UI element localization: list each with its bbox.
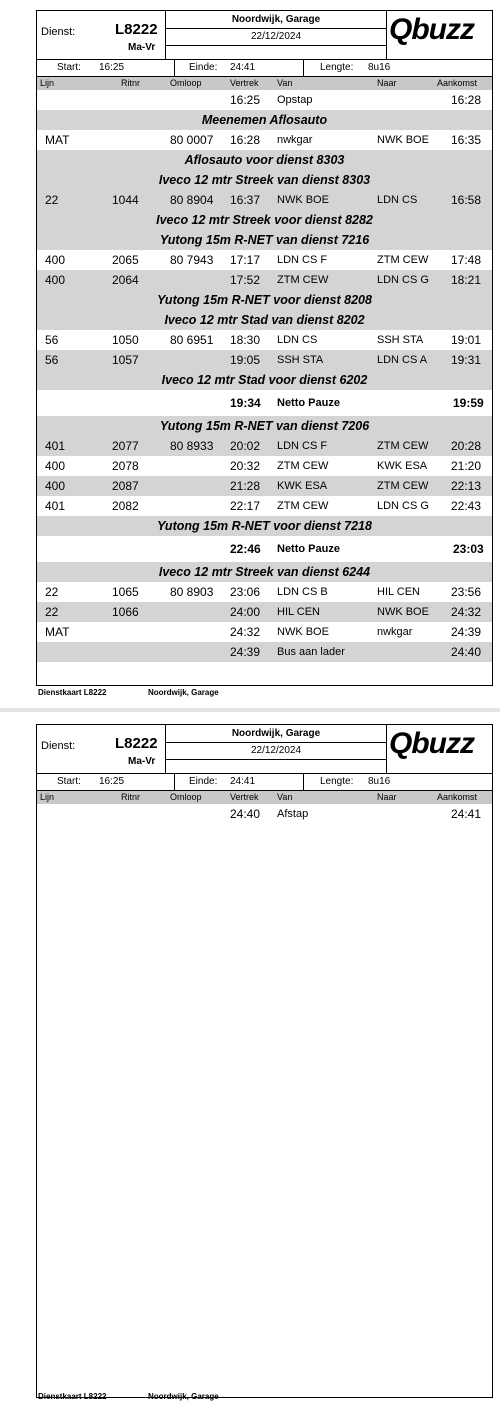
- section-heading: Yutong 15m R-NET voor dienst 7218: [37, 516, 492, 536]
- col-lijn: Lijn: [40, 792, 55, 802]
- cell-aankomst: 21:20: [451, 459, 482, 473]
- cell-lijn: MAT: [45, 625, 70, 639]
- col-omloop: Omloop: [170, 792, 202, 802]
- cell-aankomst: 24:32: [451, 605, 482, 619]
- section-heading: Yutong 15m R-NET voor dienst 8208: [37, 290, 492, 310]
- cell-van: LDN CS F: [277, 254, 328, 266]
- cell-omloop: 80 6951: [170, 333, 214, 347]
- footer-card-id: Dienstkaart L8222: [38, 1392, 107, 1401]
- cell-lijn: 56: [45, 353, 59, 367]
- cell-vertrek: 23:06: [230, 585, 261, 599]
- col-aankomst: Aankomst: [437, 792, 478, 802]
- cell-ritnr: 2077: [112, 439, 139, 453]
- cell-vertrek: 16:28: [230, 133, 261, 147]
- time-divider: [174, 60, 175, 76]
- cell-aankomst: 24:40: [451, 645, 482, 659]
- cell-lijn: MAT: [45, 133, 70, 147]
- cell-vertrek: 16:37: [230, 193, 261, 207]
- cell-ritnr: 1065: [112, 585, 139, 599]
- card-header: [37, 11, 492, 60]
- section-heading: Iveco 12 mtr Stad van dienst 8202: [37, 310, 492, 330]
- col-vertrek: Vertrek: [230, 792, 259, 802]
- cell-vertrek: 24:40: [230, 807, 261, 821]
- table-row: [37, 582, 492, 602]
- cell-van: NWK BOE: [277, 626, 329, 638]
- dienst-number: L8222: [115, 735, 158, 752]
- lengte-value: 8u16: [368, 62, 391, 73]
- cell-lijn: 400: [45, 273, 66, 287]
- table-row: [37, 602, 492, 622]
- col-van: Van: [277, 78, 293, 88]
- cell-van: NWK BOE: [277, 194, 329, 206]
- page-separator: [0, 708, 500, 712]
- cell-lijn: 400: [45, 479, 66, 493]
- cell-omloop: 80 8904: [170, 193, 214, 207]
- cell-naar: KWK ESA: [377, 460, 428, 472]
- time-divider: [303, 60, 304, 76]
- dienstkaart-page-1: [0, 0, 500, 710]
- table-row: [37, 130, 492, 150]
- cell-naar: ZTM CEW: [377, 440, 429, 452]
- lengte-label: Lengte:: [320, 62, 354, 73]
- section-heading: Yutong 15m R-NET van dienst 7206: [37, 416, 492, 436]
- col-ritnr: Ritnr: [121, 792, 141, 802]
- header-divider: [386, 725, 387, 773]
- date: 22/12/2024: [166, 29, 386, 46]
- table-row: [37, 270, 492, 290]
- date: 22/12/2024: [166, 743, 386, 760]
- section-heading: Iveco 12 mtr Streek voor dienst 8282: [37, 210, 492, 230]
- section-heading: Yutong 15m R-NET van dienst 7216: [37, 230, 492, 250]
- cell-van: Bus aan lader: [277, 646, 345, 658]
- cell-vertrek: 20:02: [230, 439, 261, 453]
- cell-ritnr: 1044: [112, 193, 139, 207]
- cell-omloop: 80 7943: [170, 253, 214, 267]
- pause-row: [37, 390, 492, 416]
- col-aankomst: Aankomst: [437, 78, 478, 88]
- cell-ritnr: 2087: [112, 479, 139, 493]
- lengte-label: Lengte:: [320, 776, 354, 787]
- time-divider: [174, 774, 175, 790]
- cell-vertrek: 20:32: [230, 459, 261, 473]
- cell-aankomst: 17:48: [451, 253, 482, 267]
- table-row: [37, 90, 492, 110]
- section-heading: Iveco 12 mtr Stad voor dienst 6202: [37, 370, 492, 390]
- cell-van: LDN CS B: [277, 586, 328, 598]
- table-row: [37, 330, 492, 350]
- cell-van: Opstap: [277, 94, 313, 106]
- start-time: 16:25: [99, 62, 125, 73]
- dienst-days: Ma-Vr: [128, 42, 156, 53]
- cell-lijn: 401: [45, 499, 66, 513]
- cell-vertrek: 17:52: [230, 273, 261, 287]
- section-heading: Aflosauto voor dienst 8303: [37, 150, 492, 170]
- cell-vertrek: 18:30: [230, 333, 261, 347]
- cell-naar: HIL CEN: [377, 586, 420, 598]
- cell-vertrek: 19:34: [230, 396, 261, 410]
- cell-ritnr: 1057: [112, 353, 139, 367]
- schedule-rows: [37, 90, 492, 662]
- col-ritnr: Ritnr: [121, 78, 141, 88]
- cell-pause-label: Netto Pauze: [277, 397, 340, 409]
- cell-aankomst: 22:43: [451, 499, 482, 513]
- cell-van: ZTM CEW: [277, 500, 329, 512]
- cell-aankomst: 23:03: [453, 542, 484, 556]
- cell-aankomst: 18:21: [451, 273, 482, 287]
- table-row: [37, 190, 492, 210]
- table-row: [37, 496, 492, 516]
- cell-aankomst: 16:28: [451, 93, 482, 107]
- footer-card-id: Dienstkaart L8222: [38, 688, 107, 697]
- start-label: Start:: [57, 62, 81, 73]
- cell-lijn: 400: [45, 253, 66, 267]
- col-omloop: Omloop: [170, 78, 202, 88]
- cell-vertrek: 17:17: [230, 253, 261, 267]
- table-row: [37, 476, 492, 496]
- time-summary: [37, 60, 492, 77]
- cell-naar: nwkgar: [377, 626, 413, 638]
- cell-van: SSH STA: [277, 354, 324, 366]
- col-vertrek: Vertrek: [230, 78, 259, 88]
- cell-aankomst: 19:59: [453, 396, 484, 410]
- page-frame: [36, 10, 493, 686]
- start-label: Start:: [57, 776, 81, 787]
- cell-van: ZTM CEW: [277, 460, 329, 472]
- cell-aankomst: 22:13: [451, 479, 482, 493]
- cell-naar: ZTM CEW: [377, 254, 429, 266]
- cell-aankomst: 19:01: [451, 333, 482, 347]
- cell-van: ZTM CEW: [277, 274, 329, 286]
- cell-naar: LDN CS G: [377, 274, 429, 286]
- cell-vertrek: 16:25: [230, 93, 261, 107]
- column-headers: [37, 77, 492, 90]
- cell-naar: LDN CS: [377, 194, 418, 206]
- cell-vertrek: 22:46: [230, 542, 261, 556]
- cell-aankomst: 16:35: [451, 133, 482, 147]
- einde-label: Einde:: [189, 62, 218, 73]
- table-row: [37, 456, 492, 476]
- col-naar: Naar: [377, 792, 397, 802]
- cell-lijn: 400: [45, 459, 66, 473]
- cell-lijn: 401: [45, 439, 66, 453]
- cell-naar: NWK BOE: [377, 134, 429, 146]
- dienst-number: L8222: [115, 21, 158, 38]
- cell-vertrek: 19:05: [230, 353, 261, 367]
- time-divider: [303, 774, 304, 790]
- table-row: [37, 642, 492, 662]
- cell-vertrek: 21:28: [230, 479, 261, 493]
- location: Noordwijk, Garage: [166, 11, 386, 29]
- section-heading: Meenemen Aflosauto: [37, 110, 492, 130]
- cell-vertrek: 24:00: [230, 605, 261, 619]
- cell-ritnr: 2078: [112, 459, 139, 473]
- location: Noordwijk, Garage: [166, 725, 386, 743]
- cell-omloop: 80 8933: [170, 439, 214, 453]
- cell-naar: LDN CS G: [377, 500, 429, 512]
- start-time: 16:25: [99, 776, 125, 787]
- cell-naar: SSH STA: [377, 334, 424, 346]
- section-heading: Iveco 12 mtr Streek van dienst 8303: [37, 170, 492, 190]
- cell-aankomst: 16:58: [451, 193, 482, 207]
- time-summary: [37, 774, 492, 791]
- pause-row: [37, 536, 492, 562]
- einde-time: 24:41: [230, 776, 256, 787]
- section-heading: Iveco 12 mtr Streek van dienst 6244: [37, 562, 492, 582]
- cell-omloop: 80 8903: [170, 585, 214, 599]
- qbuzz-logo: Qbuzz: [389, 13, 474, 46]
- table-row: [37, 804, 492, 824]
- cell-lijn: 22: [45, 193, 59, 207]
- cell-omloop: 80 0007: [170, 133, 214, 147]
- page-frame: [36, 724, 493, 1398]
- table-row: [37, 250, 492, 270]
- table-row: [37, 436, 492, 456]
- cell-naar: NWK BOE: [377, 606, 429, 618]
- cell-van: nwkgar: [277, 134, 313, 146]
- cell-naar: LDN CS A: [377, 354, 428, 366]
- cell-lijn: 56: [45, 333, 59, 347]
- dienst-days: Ma-Vr: [128, 756, 156, 767]
- header-divider: [386, 11, 387, 59]
- cell-ritnr: 2065: [112, 253, 139, 267]
- footer-location: Noordwijk, Garage: [148, 688, 219, 697]
- dienstkaart-page-2: [0, 714, 500, 1426]
- cell-van: HIL CEN: [277, 606, 320, 618]
- cell-van: LDN CS F: [277, 440, 328, 452]
- qbuzz-logo: Qbuzz: [389, 727, 474, 760]
- einde-label: Einde:: [189, 776, 218, 787]
- cell-lijn: 22: [45, 585, 59, 599]
- cell-vertrek: 22:17: [230, 499, 261, 513]
- einde-time: 24:41: [230, 62, 256, 73]
- col-lijn: Lijn: [40, 78, 55, 88]
- card-header: [37, 725, 492, 774]
- cell-vertrek: 24:32: [230, 625, 261, 639]
- lengte-value: 8u16: [368, 776, 391, 787]
- cell-aankomst: 19:31: [451, 353, 482, 367]
- table-row: [37, 350, 492, 370]
- dienst-label: Dienst:: [41, 26, 76, 38]
- footer-location: Noordwijk, Garage: [148, 1392, 219, 1401]
- col-van: Van: [277, 792, 293, 802]
- cell-ritnr: 2064: [112, 273, 139, 287]
- cell-aankomst: 24:39: [451, 625, 482, 639]
- schedule-rows: [37, 804, 492, 824]
- cell-aankomst: 20:28: [451, 439, 482, 453]
- table-row: [37, 622, 492, 642]
- col-naar: Naar: [377, 78, 397, 88]
- cell-aankomst: 23:56: [451, 585, 482, 599]
- cell-vertrek: 24:39: [230, 645, 261, 659]
- cell-ritnr: 2082: [112, 499, 139, 513]
- cell-aankomst: 24:41: [451, 807, 482, 821]
- cell-ritnr: 1066: [112, 605, 139, 619]
- cell-van: KWK ESA: [277, 480, 328, 492]
- cell-van: Afstap: [277, 808, 309, 820]
- cell-naar: ZTM CEW: [377, 480, 429, 492]
- cell-pause-label: Netto Pauze: [277, 543, 340, 555]
- cell-ritnr: 1050: [112, 333, 139, 347]
- column-headers: [37, 791, 492, 804]
- dienst-label: Dienst:: [41, 740, 76, 752]
- cell-van: LDN CS: [277, 334, 318, 346]
- cell-lijn: 22: [45, 605, 59, 619]
